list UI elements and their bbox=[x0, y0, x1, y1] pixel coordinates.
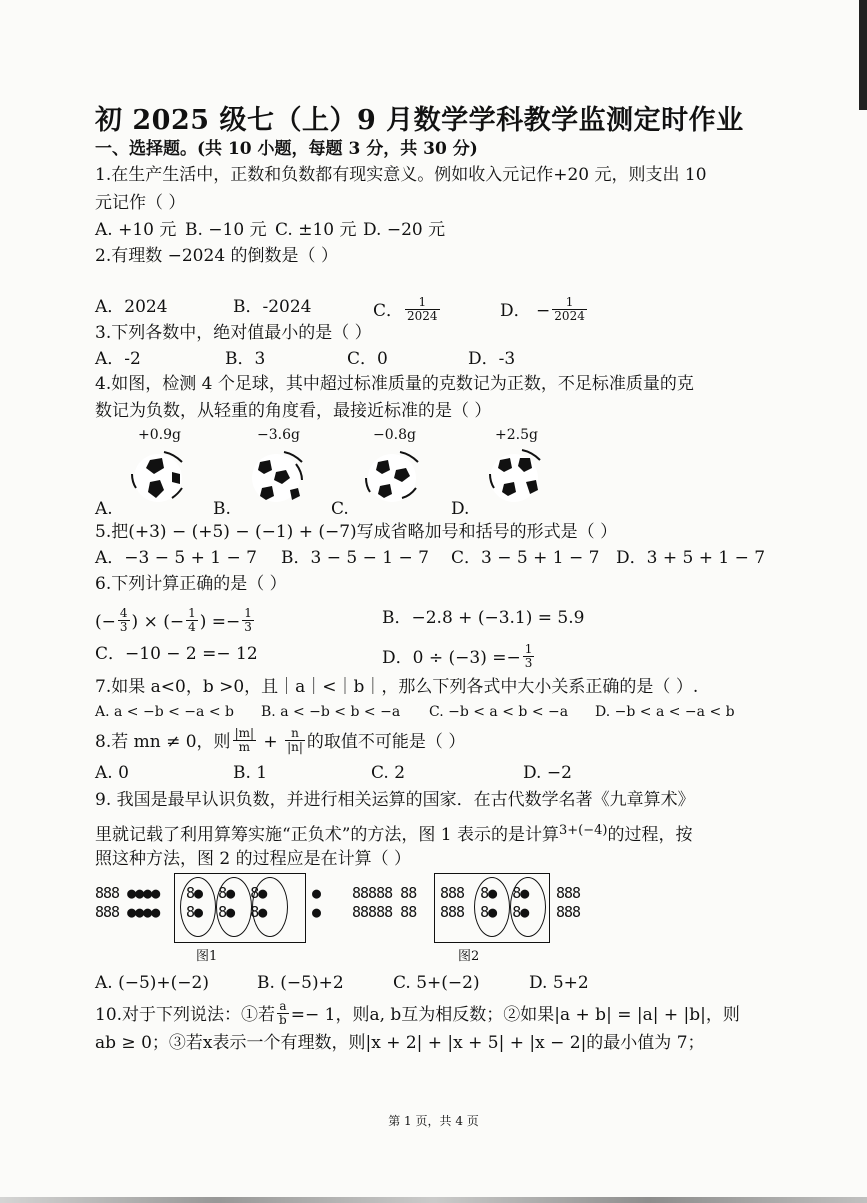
q8-option-d: D. −2 bbox=[523, 763, 572, 783]
q1-option-a: A. +10 元 bbox=[95, 220, 177, 240]
q1-option-d: D. −20 元 bbox=[363, 220, 446, 240]
q4-line2: 数记为负数，从轻重的角度看，最接近标准的是（ ） bbox=[95, 401, 492, 421]
q9-option-b: B. (−5)+2 bbox=[257, 973, 344, 993]
q8-option-a: A. 0 bbox=[95, 763, 129, 783]
q6-options-row2 bbox=[95, 639, 815, 675]
q1-line2: 元记作（ ） bbox=[95, 193, 186, 213]
fig1-rods-left: 888 ●●●● 888 ●●●● bbox=[95, 884, 160, 921]
q10-line1: 10.对于下列说法：①若 $\frac{a}{b}$ =− 1，则a, b互为相反数；②如果|a + b| = |a| + |b|，则 bbox=[95, 999, 740, 1027]
q7-stem: 7.如果 a<0，b >0，且｜a｜<｜b｜，那么下列各式中大小关系正确的是（ ）. bbox=[95, 677, 699, 697]
q4-option-b: B. bbox=[213, 499, 231, 519]
soccer-ball-icon bbox=[246, 448, 310, 506]
q9-option-d: D. 5+2 bbox=[529, 973, 589, 993]
q5-option-a: A．−3 − 5 + 1 − 7 bbox=[95, 548, 257, 568]
q8-option-c: C. 2 bbox=[371, 763, 406, 783]
q3-option-d: D．-3 bbox=[468, 349, 516, 369]
q9-line3: 照这种方法，图 2 的过程应是在计算（ ） bbox=[95, 849, 412, 869]
q8-option-b: B. 1 bbox=[233, 763, 268, 783]
q5-option-d: D．3 + 5 + 1 − 7 bbox=[616, 548, 766, 568]
fig1-rods-inner: 8● 8● 8● 8● 8● 8● bbox=[186, 884, 267, 921]
q4-option-a: A. bbox=[95, 499, 113, 519]
q1-line1: 1.在生产生活中，正数和负数都有现实意义。例如收入元记作+20 元，则支出 10 bbox=[95, 165, 707, 185]
q2-option-c: C． $\frac{1}{2024}$ bbox=[373, 295, 438, 323]
page-footer: 第 1 页，共 4 页 bbox=[388, 1114, 479, 1128]
fig2-rods-right: 888 888 bbox=[556, 884, 581, 921]
fig1-rods-right: ● ● bbox=[312, 884, 321, 921]
fig2-caption: 图2 bbox=[458, 949, 480, 964]
fig2-rods-left: 88888 88 88888 88 bbox=[352, 884, 417, 921]
q5-stem: 5.把(+3) − (+5) − (−1) + (−7)写成省略加号和括号的形式是（ ） bbox=[95, 522, 618, 542]
scan-edge bbox=[859, 0, 867, 110]
q3-option-a: A．-2 bbox=[95, 349, 141, 369]
q2-option-a: A．2024 bbox=[95, 297, 168, 317]
q4-option-d: D. bbox=[451, 499, 470, 519]
q9-option-c: C. 5+(−2) bbox=[393, 973, 480, 993]
q4-option-c: C. bbox=[331, 499, 349, 519]
ball-c-label: −0.8g bbox=[373, 427, 416, 443]
q7-option-c: C. −b < a < b < −a bbox=[429, 704, 569, 720]
q3-option-b: B．3 bbox=[225, 349, 266, 369]
soccer-ball-icon bbox=[362, 448, 426, 506]
q9-line2: 里就记载了利用算筹实施“正负术”的方法，图 1 表示的是计算$^{3+(-4)}$的过程，按 bbox=[95, 823, 693, 845]
page-title: 初 2025 级七（上）9 月数学学科教学监测定时作业 bbox=[95, 105, 744, 136]
q5-option-b: B．3 − 5 − 1 − 7 bbox=[281, 548, 429, 568]
q4-line1: 4.如图，检测 4 个足球，其中超过标准质量的克数记为正数，不足标准质量的克 bbox=[95, 374, 694, 394]
ball-a-label: +0.9g bbox=[138, 427, 181, 443]
q5-option-c: C．3 − 5 + 1 − 7 bbox=[451, 548, 600, 568]
ball-b-label: −3.6g bbox=[257, 427, 300, 443]
ball-d-label: +2.5g bbox=[495, 427, 538, 443]
q3-option-c: C．0 bbox=[347, 349, 388, 369]
section-heading: 一、选择题。(共 10 小题，每题 3 分，共 30 分) bbox=[95, 139, 478, 159]
q6-option-b: B．−2.8 + (−3.1) = 5.9 bbox=[382, 608, 585, 628]
q6-option-d: D．0 ÷ (−3) =− $\frac{1}{3}$ bbox=[382, 642, 533, 670]
soccer-ball-icon bbox=[484, 448, 548, 506]
q3-stem: 3.下列各数中，绝对值最小的是（ ） bbox=[95, 323, 372, 343]
q6-options-row1 bbox=[95, 603, 815, 639]
q2-option-b: B．-2024 bbox=[233, 297, 312, 317]
q8-stem: 8.若 mn ≠ 0，则 $\frac{|m|}{m}$ + $\frac{n}{|n|}$ 的取值不可能是（ ） bbox=[95, 726, 466, 754]
q9-line1: 9. 我国是最早认识负数，并进行相关运算的国家．在古代数学名著《九章算术》 bbox=[95, 790, 695, 810]
q7-option-d: D. −b < a < −a < b bbox=[595, 704, 735, 720]
q7-option-a: A. a < −b < −a < b bbox=[95, 704, 234, 720]
q6-option-a: (− $\frac{4}{3}$ ) × (− $\frac{1}{4}$ ) =− $\frac{1}{3}$ bbox=[95, 606, 252, 634]
q2-stem: 2.有理数 −2024 的倒数是（ ） bbox=[95, 246, 338, 266]
soccer-ball-icon bbox=[128, 448, 192, 506]
q1-option-b: B. −10 元 bbox=[185, 220, 267, 240]
q10-line2: ab ≥ 0；③若x表示一个有理数，则|x + 2| + |x + 5| + |x − 2|的最小值为 7； bbox=[95, 1033, 705, 1053]
q1-option-c: C. ±10 元 bbox=[275, 220, 357, 240]
q2-option-d: D． − $\frac{1}{2024}$ bbox=[500, 295, 585, 323]
scan-bottom-edge bbox=[0, 1197, 867, 1203]
q9-option-a: A. (−5)+(−2) bbox=[95, 973, 209, 993]
q6-option-c: C．−10 − 2 =− 12 bbox=[95, 644, 258, 664]
fig1-caption: 图1 bbox=[196, 949, 218, 964]
fig2-rods-inner: 888 8● 8● 888 8● 8● bbox=[440, 884, 529, 921]
q6-stem: 6.下列计算正确的是（ ） bbox=[95, 574, 287, 594]
q7-option-b: B. a < −b < b < −a bbox=[261, 704, 401, 720]
